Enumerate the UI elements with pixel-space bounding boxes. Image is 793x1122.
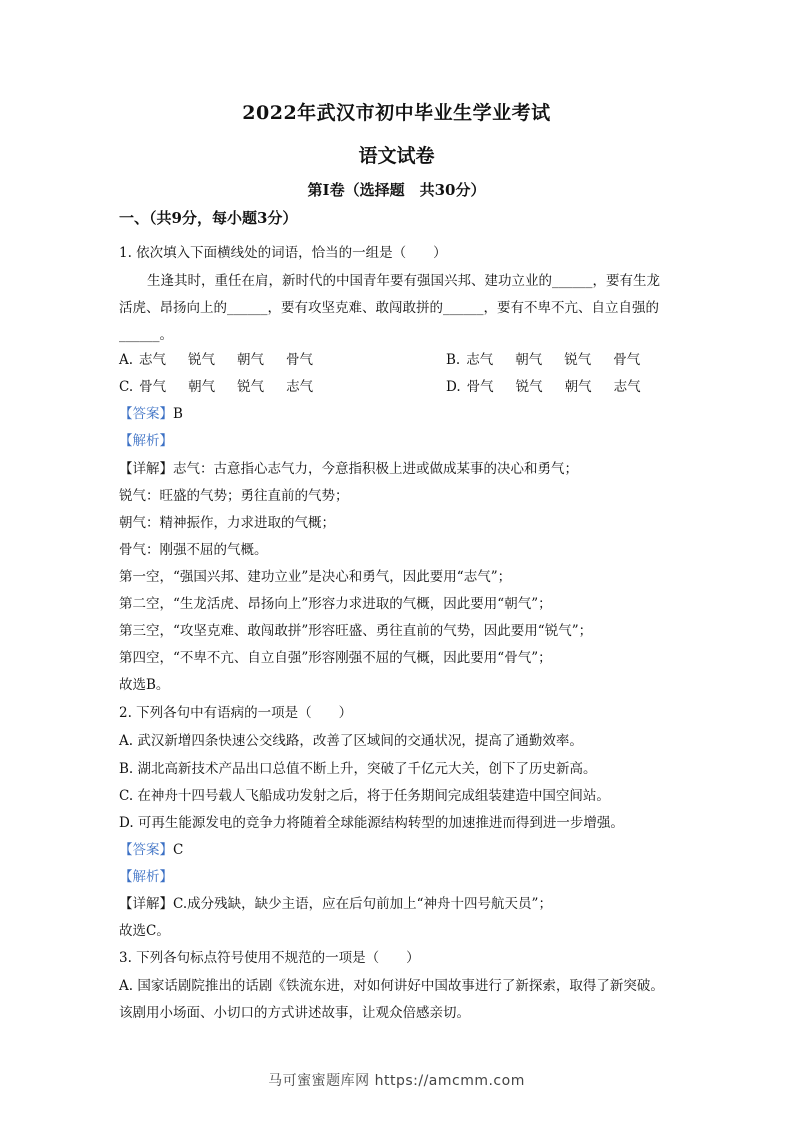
q2-detail-line: 【详解】C.成分残缺，缺少主语，应在后句前加上“神舟十四号航天员”；	[119, 896, 552, 912]
q1-passage-line: 活虎、昂扬向上的______，要有攻坚克难、敢闯敢拼的______，要有不卑不亢、自立自强的	[119, 300, 659, 316]
q2-analysis-tag: 【解析】	[119, 869, 173, 885]
q1-detail-line: 第二空，“生龙活虎、昂扬向上”形容力求进取的气概，因此要用“朝气”；	[119, 596, 552, 612]
option-word: 锐气	[564, 352, 592, 368]
q1-detail-line: 朝气：精神振作，力求进取的气概；	[119, 515, 335, 531]
q1-detail-line: 第一空，“强国兴邦、建功立业”是决心和勇气，因此要用“志气”；	[119, 569, 512, 585]
site-footer: 马可蜜蜜题库网 https://amcmm.com	[268, 1073, 525, 1089]
option-label: D.	[446, 379, 461, 395]
q1-option-a	[119, 350, 335, 370]
option-label: C.	[119, 379, 134, 395]
option-word: 骨气	[139, 379, 167, 395]
q1-detail-line: 第三空，“攻坚克难、敢闯敢拼”形容旺盛、勇往直前的气势，因此要用“锐气”；	[119, 623, 593, 639]
q1-answer	[119, 404, 183, 424]
q2-detail-line: 故选C。	[119, 923, 170, 939]
q1-option-c	[119, 377, 335, 397]
option-label: A.	[119, 352, 134, 368]
option-word: 朝气	[237, 352, 265, 368]
option-word: 志气	[139, 352, 167, 368]
q3-stem: 3. 下列各句标点符号使用不规范的一项是（ ）	[119, 950, 420, 966]
q1-detail-line: 骨气：刚强不屈的气概。	[119, 542, 268, 558]
section-heading: 一、（共9分，每小题3分）	[119, 209, 298, 227]
q2-stem: 2. 下列各句中有语病的一项是（ ）	[119, 705, 353, 721]
q1-detail-line: 锐气：旺盛的气势；勇往直前的气势；	[119, 488, 349, 504]
q1-option-b	[446, 350, 662, 370]
part-heading: 第Ⅰ卷（选择题 共30分）	[307, 181, 486, 199]
q1-passage-line: ______。	[119, 327, 173, 343]
option-word: 志气	[286, 379, 314, 395]
q2-option: A. 武汉新增四条快速公交线路，改善了区域间的交通状况，提高了通勤效率。	[119, 733, 583, 749]
option-word: 朝气	[564, 379, 592, 395]
q1-option-d	[446, 377, 663, 397]
q2-option: D. 可再生能源发电的竞争力将随着全球能源结构转型的加速推进而得到进一步增强。	[119, 815, 624, 831]
option-word: 锐气	[237, 379, 265, 395]
page-title: 2022年武汉市初中毕业生学业考试	[242, 102, 551, 124]
answer-tag: 【答案】	[119, 842, 173, 858]
option-word: 骨气	[613, 352, 641, 368]
q3-option-a-line: 该剧用小场面、小切口的方式讲述故事，让观众倍感亲切。	[119, 1005, 470, 1021]
option-label: B.	[446, 352, 461, 368]
q2-option: B. 湖北高新技术产品出口总值不断上升，突破了千亿元大关，创下了历史新高。	[119, 761, 597, 777]
answer-tag: 【答案】	[119, 406, 173, 422]
option-word: 志气	[466, 352, 494, 368]
option-word: 锐气	[515, 379, 543, 395]
option-word: 志气	[613, 379, 641, 395]
q2-option: C. 在神舟十四号载人飞船成功发射之后，将于任务期间完成组装建造中国空间站。	[119, 788, 610, 804]
q2-answer	[119, 840, 183, 860]
option-word: 朝气	[515, 352, 543, 368]
option-word: 朝气	[188, 379, 216, 395]
option-word: 骨气	[466, 379, 494, 395]
page-subtitle: 语文试卷	[358, 145, 435, 167]
option-word: 骨气	[286, 352, 314, 368]
answer-value: C	[173, 842, 184, 858]
answer-value: B	[173, 406, 183, 422]
q1-detail-line: 【详解】志气：古意指心志气力，今意指积极上进或做成某事的决心和勇气；	[119, 461, 578, 477]
q1-detail-line: 第四空，“不卑不亢、自立自强”形容刚强不屈的气概，因此要用“骨气”；	[119, 650, 552, 666]
option-word: 锐气	[188, 352, 216, 368]
q1-stem: 1. 依次填入下面横线处的词语，恰当的一组是（ ）	[119, 245, 447, 261]
q3-option-a-line: A. 国家话剧院推出的话剧《铁流东进，对如何讲好中国故事进行了新探索，取得了新突破。	[119, 978, 664, 994]
q1-passage-line: 生逢其时，重任在肩，新时代的中国青年要有强国兴邦、建功立业的______，要有生龙	[147, 273, 660, 289]
q1-detail-line: 故选B。	[119, 677, 170, 693]
q1-analysis-tag: 【解析】	[119, 433, 173, 449]
